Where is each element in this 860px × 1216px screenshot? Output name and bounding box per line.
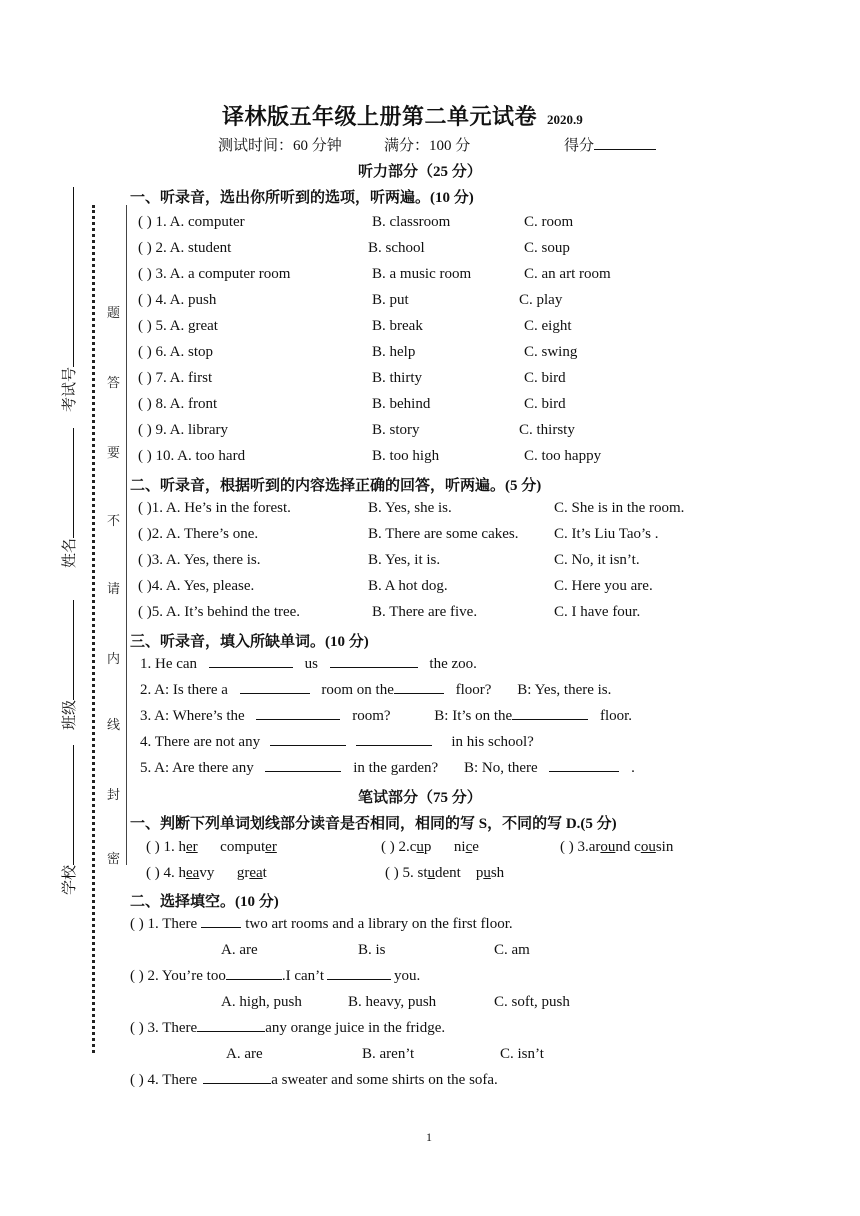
listening-part3-heading: 三、听录音，填入所缺单词。(10 分): [130, 634, 369, 650]
option-c: C. Here you are.: [554, 578, 653, 594]
class-label: 班级: [58, 600, 79, 730]
phonics-item-2: ( ) 2.cup nice: [381, 839, 479, 855]
list-item: ( ) 9. A. library: [138, 422, 228, 438]
fill-line-4: 4. There are not any in his school?: [140, 734, 534, 750]
option-c: C. She is in the room.: [554, 500, 685, 516]
option-c: C. swing: [524, 344, 578, 360]
option-c: C. No, it isn’t.: [554, 552, 640, 568]
option-b: B. a music room: [372, 266, 472, 282]
option-b: B. story: [372, 422, 420, 438]
seal-char-9: 密: [107, 851, 121, 866]
page-title: 译林版五年级上册第二单元试卷: [222, 104, 538, 129]
option-b: B. classroom: [372, 214, 451, 230]
exam-number-label: 考试号: [58, 187, 79, 412]
choice-question-1: ( ) 1. There two art rooms and a library on the first floor.: [130, 916, 513, 932]
list-item: ( ) 1. A. computer: [138, 214, 245, 230]
list-item: ( )5. A. It’s behind the tree.: [138, 604, 301, 620]
q3-option-a: A. are: [226, 1046, 263, 1062]
phonics-item-5: ( ) 5. student push: [385, 865, 505, 881]
fill-line-1: 1. He can us the zoo.: [140, 656, 477, 672]
option-c: C. It’s Liu Tao’s .: [554, 526, 659, 542]
list-item: ( ) 2. A. student: [138, 240, 232, 256]
option-b: B. too high: [372, 448, 440, 464]
option-c: C. room: [524, 214, 574, 230]
list-item: ( ) 8. A. front: [138, 396, 218, 412]
q1-option-c: C. am: [494, 942, 530, 958]
choice-question-3: ( ) 3. There any orange juice in the fridge.: [130, 1020, 446, 1036]
choice-question-2: ( ) 2. You’re too .I can’t you.: [130, 968, 421, 984]
list-item: ( ) 3. A. a computer room: [138, 266, 291, 282]
seal-char-7: 线: [107, 717, 121, 732]
option-b: B. break: [372, 318, 423, 334]
list-item: ( ) 10. A. too hard: [138, 448, 246, 464]
option-b: B. school: [368, 240, 425, 256]
phonics-item-3: ( ) 3.around cousin: [560, 839, 674, 855]
list-item: ( )3. A. Yes, there is.: [138, 552, 261, 568]
fill-line-2: 2. A: Is there a room on the floor? B: Yes, there is.: [140, 682, 612, 698]
option-c: C. eight: [524, 318, 572, 334]
q1-option-b: B. is: [358, 942, 386, 958]
option-b: B. help: [372, 344, 416, 360]
option-c: C. too happy: [524, 448, 602, 464]
option-b: B. There are some cakes.: [368, 526, 519, 542]
page-number: 1: [426, 1130, 432, 1144]
option-b: B. Yes, she is.: [368, 500, 452, 516]
phonics-row-2: ( ) 4. heavy great: [146, 865, 267, 881]
header: [222, 100, 583, 131]
q3-option-b: B. aren’t: [362, 1046, 415, 1062]
option-c: C. thirsty: [519, 422, 575, 438]
option-b: B. Yes, it is.: [368, 552, 441, 568]
seal-vertical-rule: [126, 205, 127, 865]
listening-part1-heading: 一、听录音，选出你所听到的选项，听两遍。(10 分): [130, 190, 474, 206]
option-c: C. I have four.: [554, 604, 641, 620]
list-item: ( )2. A. There’s one.: [138, 526, 259, 542]
list-item: ( ) 4. A. push: [138, 292, 217, 308]
q2-option-a: A. high, push: [221, 994, 302, 1010]
choice-question-4: ( ) 4. There a sweater and some shirts on the sofa.: [130, 1072, 498, 1088]
option-c: C. soup: [524, 240, 570, 256]
seal-dotted-line: [92, 205, 95, 1053]
seal-char-3: 要: [107, 445, 121, 460]
school-label: 学校: [58, 745, 79, 895]
q2-option-c: C. soft, push: [494, 994, 570, 1010]
test-time: 测试时间：60 分钟: [218, 138, 342, 154]
option-c: C. bird: [524, 396, 566, 412]
seal-char-8: 封: [107, 787, 121, 802]
writing-part2-heading: 二、选择填空。(10 分): [130, 894, 279, 910]
option-c: C. an art room: [524, 266, 611, 282]
name-label: 姓名: [58, 428, 79, 568]
seal-char-6: 内: [107, 651, 121, 666]
list-item: ( )1. A. He’s in the forest.: [138, 500, 291, 516]
listening-heading: 听力部分（25 分）: [358, 164, 482, 180]
q1-option-a: A. are: [221, 942, 258, 958]
phonics-row-1: ( ) 1. her computer: [146, 839, 277, 855]
q3-option-c: C. isn’t: [500, 1046, 544, 1062]
seal-char-2: 答: [107, 375, 121, 390]
full-score: 满分：100 分: [384, 138, 471, 154]
seal-char-4: 不: [107, 513, 121, 528]
list-item: ( )4. A. Yes, please.: [138, 578, 255, 594]
listening-part2-heading: 二、听录音，根据听到的内容选择正确的回答，听两遍。(5 分): [130, 478, 542, 494]
seal-char-1: 题: [107, 305, 121, 320]
option-c: C. bird: [524, 370, 566, 386]
list-item: ( ) 6. A. stop: [138, 344, 213, 360]
option-b: B. put: [372, 292, 409, 308]
writing-heading: 笔试部分（75 分）: [358, 790, 482, 806]
seal-char-5: 请: [107, 581, 121, 596]
fill-line-3: 3. A: Where’s the room? B: It’s on the floor.: [140, 708, 633, 724]
option-c: C. play: [519, 292, 563, 308]
writing-part1-heading: 一、判断下列单词划线部分读音是否相同，相同的写 S，不同的写 D.(5 分): [130, 816, 617, 832]
option-b: B. behind: [372, 396, 431, 412]
score-field: 得分: [564, 134, 656, 155]
q2-option-b: B. heavy, push: [348, 994, 437, 1010]
fill-line-5: 5. A: Are there any in the garden? B: No, there .: [140, 760, 635, 776]
option-b: B. thirty: [372, 370, 423, 386]
option-b: B. There are five.: [372, 604, 478, 620]
option-b: B. A hot dog.: [368, 578, 448, 594]
list-item: ( ) 5. A. great: [138, 318, 218, 334]
exam-date: 2020.9: [547, 112, 583, 127]
list-item: ( ) 7. A. first: [138, 370, 213, 386]
